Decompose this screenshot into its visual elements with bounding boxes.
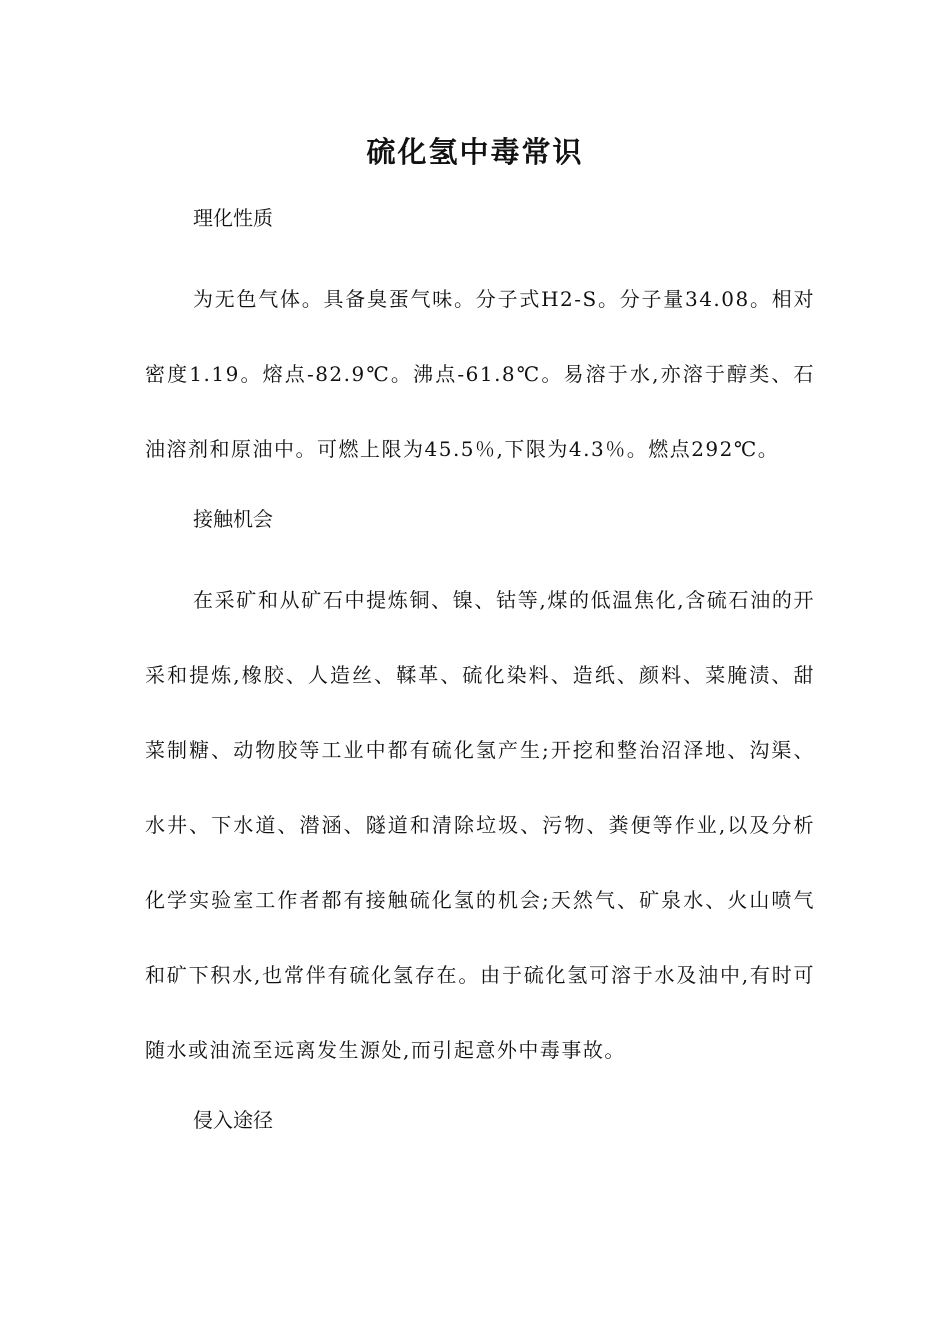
section-paragraph-properties: 为无色气体。具备臭蛋气味。分子式H2-S。分子量34.08。相对密度1.19。熔点-82.9℃。沸点-61.8℃。易溶于水,亦溶于醇类、石油溶剂和原油中。可燃上限为45.5％,下限为4.3％。燃点292℃。 [145,287,815,461]
section-heading-properties: 理化性质 [193,206,273,230]
section-heading-entry-route: 侵入途径 [193,1108,273,1132]
document-body [145,200,815,1138]
page-title: 硫化氢中毒常识 [366,135,584,169]
section-paragraph-exposure: 在采矿和从矿石中提炼铜、镍、钴等,煤的低温焦化,含硫石油的开采和提炼,橡胶、人造丝、鞣革、硫化染料、造纸、颜料、菜腌渍、甜菜制糖、动物胶等工业中都有硫化氢产生;开挖和整治沼泽地、沟渠、水井、下水道、潜涵、隧道和清除垃圾、污物、粪便等作业,以及分析化学实验室工作者都有接触硫化氢的机会;天然气、矿泉水、火山喷气和矿下积水,也常伴有硫化氢存在。由于硫化氢可溶于水及油中,有时可随水或油流至远离发生源处,而引起意外中毒事故。 [145,588,815,1062]
section-heading-exposure: 接触机会 [193,507,273,531]
